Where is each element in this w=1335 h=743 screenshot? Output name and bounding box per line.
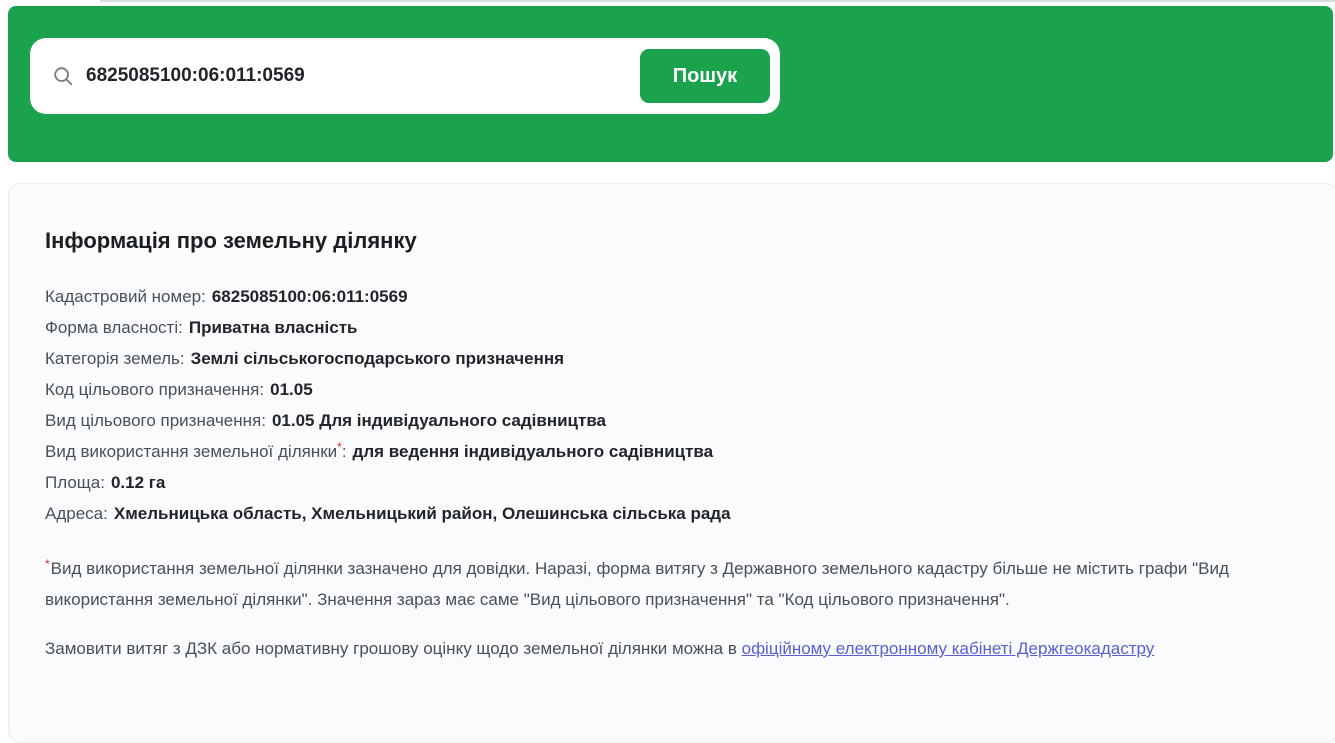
field-value: 0.12 га bbox=[110, 473, 166, 492]
field-address bbox=[45, 499, 1295, 530]
field-ownership-form bbox=[45, 313, 1295, 344]
field-label: Категорія земель: bbox=[45, 349, 185, 368]
field-label: Вид цільового призначення: bbox=[45, 411, 266, 430]
field-value: 01.05 bbox=[270, 380, 313, 399]
order-extract-note bbox=[45, 634, 1295, 663]
field-land-category bbox=[45, 344, 1295, 375]
field-value: Землі сільськогосподарського призначення bbox=[190, 349, 565, 368]
field-value: 01.05 Для індивідуального садівництва bbox=[271, 411, 607, 430]
page-title: Інформація про земельну ділянку bbox=[45, 228, 417, 253]
order-extract-text: Замовити витяг з ДЗК або нормативну грошову оцінку щодо земельної ділянки можна в bbox=[45, 639, 742, 658]
footnote-text: Вид використання земельної ділянки зазначено для довідки. Наразі, форма витягу з Державного земельного кадастру більше не містить графи "Вид використання земельної ділянки". Значення зараз має саме "Вид цільового призначення" та "Код цільового призначення". bbox=[45, 559, 1229, 609]
field-area bbox=[45, 468, 1295, 499]
field-label: Вид використання земельної ділянки bbox=[45, 442, 338, 461]
parcel-info-card bbox=[8, 183, 1335, 743]
search-button[interactable]: Пошук bbox=[640, 49, 770, 103]
usage-type-footnote bbox=[45, 554, 1295, 614]
search-header bbox=[8, 6, 1333, 162]
field-label: Форма власності: bbox=[45, 318, 183, 337]
field-value: для ведення індивідуального садівництва bbox=[352, 442, 714, 461]
field-label: Площа: bbox=[45, 473, 105, 492]
asterisk-mark: * bbox=[337, 440, 342, 454]
field-label: Код цільового призначення: bbox=[45, 380, 265, 399]
field-cadastral-number bbox=[45, 282, 1295, 313]
field-value: Приватна власність bbox=[188, 318, 358, 337]
cadastral-number-input[interactable] bbox=[86, 65, 640, 87]
geocadastre-cabinet-link[interactable]: офіційному електронному кабінеті Держгеокадастру bbox=[741, 639, 1155, 658]
field-value: Хмельницька область, Хмельницький район, Олешинська сільська рада bbox=[113, 504, 731, 523]
search-icon bbox=[52, 65, 74, 87]
field-label: Кадастровий номер: bbox=[45, 287, 206, 306]
search-bar bbox=[30, 38, 780, 114]
field-usage-type: Вид використання земельної ділянки*: для ведення індивідуального садівництва bbox=[45, 440, 714, 461]
field-value: 6825085100:06:011:0569 bbox=[211, 287, 408, 306]
parcel-fields bbox=[45, 282, 1295, 530]
field-purpose-code bbox=[45, 375, 1295, 406]
top-divider bbox=[100, 0, 1335, 2]
asterisk-mark: * bbox=[45, 557, 50, 571]
field-label: Адреса: bbox=[45, 504, 108, 523]
field-purpose-type bbox=[45, 406, 1295, 437]
